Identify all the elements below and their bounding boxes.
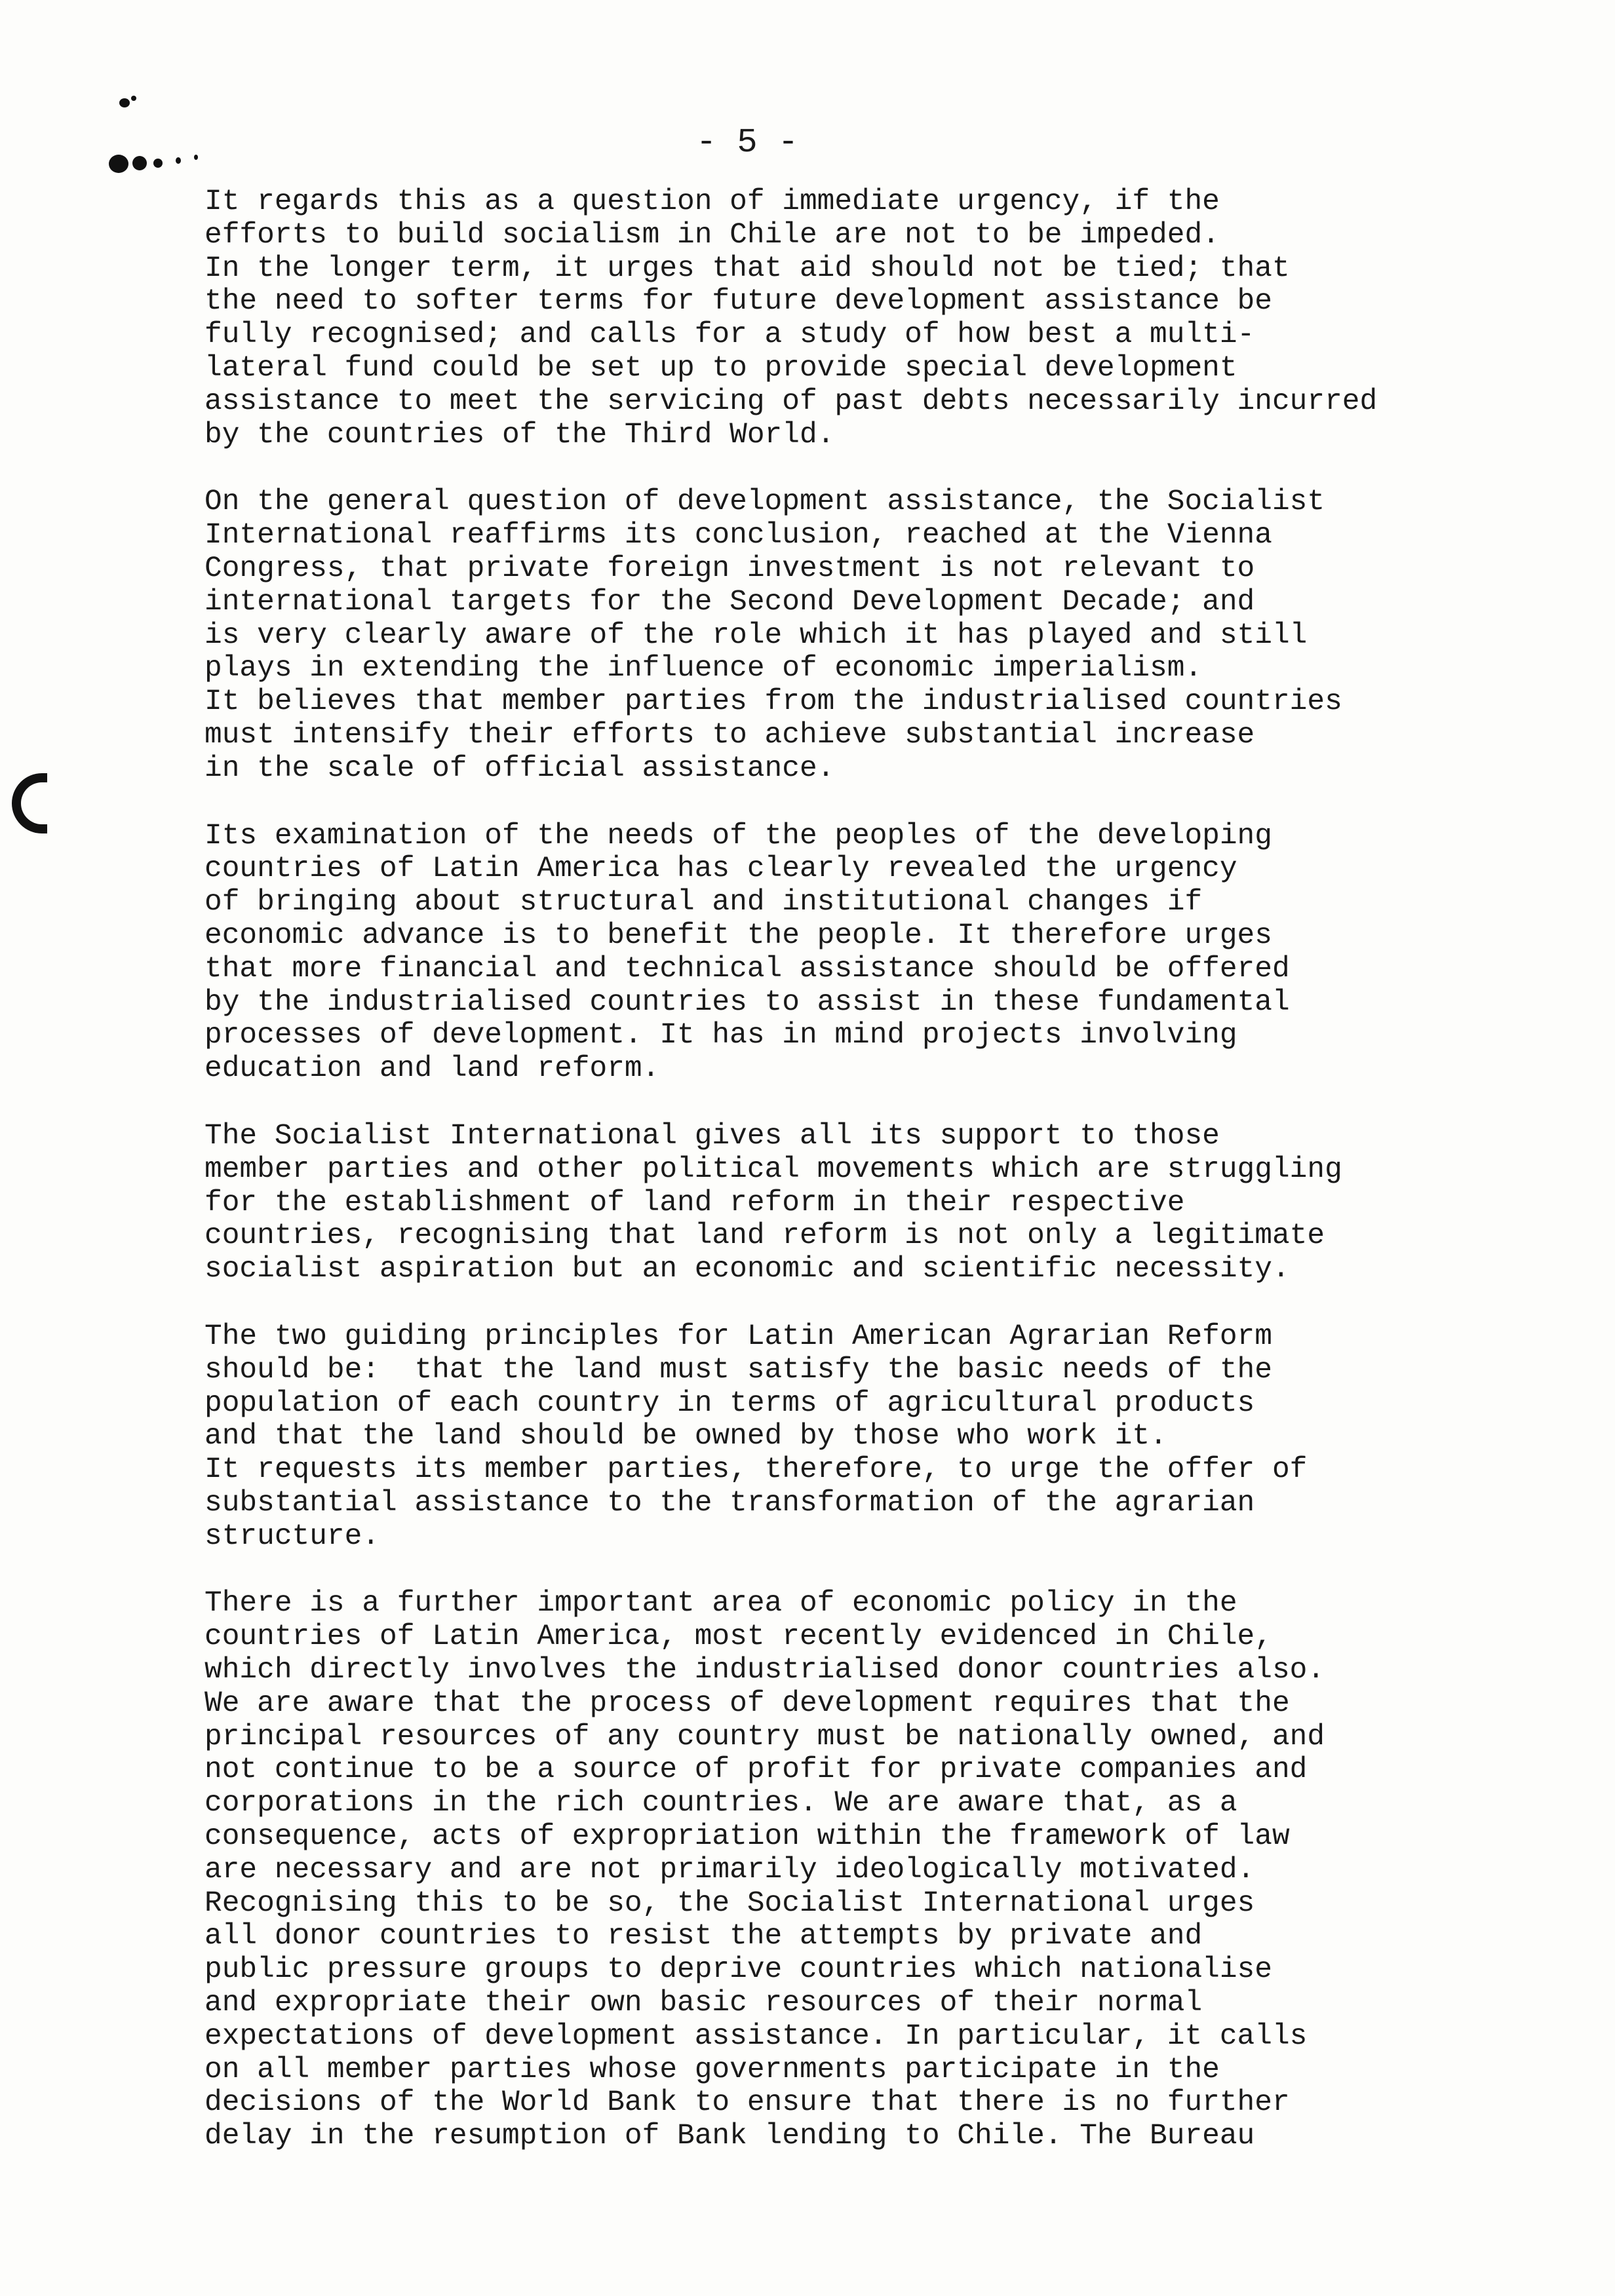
text-line: It believes that member parties from the industrialised countries: [204, 685, 1342, 719]
text-line: It regards this as a question of immediate urgency, if the: [204, 185, 1220, 218]
text-line: are necessary and are not primarily ideologically motivated.: [204, 1853, 1255, 1886]
punch-mark: [194, 155, 198, 160]
text-line: delay in the resumption of Bank lending to Chile. The Bureau: [204, 2120, 1255, 2153]
text-line: countries of Latin America has clearly revealed the urgency: [204, 852, 1237, 886]
text-line: It requests its member parties, therefore, to urge the offer of: [204, 1453, 1308, 1487]
text-line: processes of development. It has in mind projects involving: [204, 1019, 1237, 1052]
text-line: On the general question of development assistance, the Socialist: [204, 486, 1325, 519]
text-line: the need to softer terms for future development assistance be: [204, 285, 1272, 318]
text-line: assistance to meet the servicing of past debts necessarily incurred: [204, 385, 1378, 418]
text-line: not continue to be a source of profit for private companies and: [204, 1753, 1308, 1787]
binding-mark: [12, 773, 47, 833]
text-line: by the industrialised countries to assist in these fundamental: [204, 985, 1290, 1019]
text-line: and that the land should be owned by those who work it.: [204, 1420, 1167, 1453]
paragraph-5: [204, 1320, 1555, 1554]
text-line: There is a further important area of economic policy in the: [204, 1587, 1237, 1620]
text-line: lateral fund could be set up to provide special development: [204, 351, 1237, 385]
text-line: Recognising this to be so, the Socialist International urges: [204, 1886, 1255, 1920]
text-line: countries of Latin America, most recently evidenced in Chile,: [204, 1620, 1272, 1654]
text-line: is very clearly aware of the role which it has played and still: [204, 619, 1308, 652]
text-line: consequence, acts of expropriation within the framework of law: [204, 1820, 1290, 1854]
text-line: International reaffirms its conclusion, reached at the Vienna: [204, 519, 1272, 552]
text-line: efforts to build socialism in Chile are not to be impeded.: [204, 218, 1220, 252]
text-line: Congress, that private foreign investment is not relevant to: [204, 552, 1255, 585]
punch-mark: [132, 156, 147, 170]
text-line: that more financial and technical assistance should be offered: [204, 952, 1290, 985]
paragraph-6: [204, 1587, 1555, 2153]
text-line: corporations in the rich countries. We are aware that, as a: [204, 1787, 1237, 1820]
text-line: education and land reform.: [204, 1052, 660, 1086]
text-line: which directly involves the industrialised donor countries also.: [204, 1654, 1325, 1687]
page-number: - 5 -: [696, 123, 799, 162]
text-line: socialist aspiration but an economic and scientific necessity.: [204, 1253, 1290, 1286]
text-line: The two guiding principles for Latin American Agrarian Reform: [204, 1320, 1272, 1353]
punch-mark: [109, 155, 128, 173]
text-line: The Socialist International gives all its support to those: [204, 1119, 1220, 1153]
text-line: principal resources of any country must be nationally owned, and: [204, 1720, 1325, 1753]
paragraph-3: [204, 820, 1555, 1086]
text-line: member parties and other political movements which are struggling: [204, 1153, 1342, 1186]
text-line: for the establishment of land reform in their respective: [204, 1186, 1185, 1219]
text-line: Its examination of the needs of the peoples of the developing: [204, 819, 1272, 852]
text-line: population of each country in terms of agricultural products: [204, 1387, 1255, 1420]
text-line: countries, recognising that land reform is not only a legitimate: [204, 1219, 1325, 1253]
text-line: of bringing about structural and institutional changes if: [204, 886, 1203, 919]
text-line: all donor countries to resist the attempts by private and: [204, 1920, 1203, 1953]
text-line: fully recognised; and calls for a study of how best a multi-: [204, 318, 1255, 352]
text-line: We are aware that the process of development requires that the: [204, 1687, 1290, 1720]
text-line: on all member parties whose governments participate in the: [204, 2053, 1220, 2086]
text-line: plays in extending the influence of economic imperialism.: [204, 652, 1203, 685]
punch-mark: [176, 157, 181, 164]
text-line: must intensify their efforts to achieve substantial increase: [204, 718, 1255, 752]
punch-mark: [153, 159, 163, 168]
text-line: substantial assistance to the transformation of the agrarian: [204, 1486, 1255, 1520]
text-line: should be: that the land must satisfy the basic needs of the: [204, 1353, 1272, 1387]
text-line: in the scale of official assistance.: [204, 752, 835, 785]
text-line: international targets for the Second Development Decade; and: [204, 585, 1255, 619]
punch-mark: [119, 98, 130, 107]
paragraph-1: [204, 185, 1555, 451]
text-line: structure.: [204, 1520, 380, 1553]
body-text: [204, 185, 1555, 2187]
text-line: public pressure groups to deprive countries which nationalise: [204, 1953, 1272, 1987]
text-line: expectations of development assistance. In particular, it calls: [204, 2019, 1308, 2053]
text-line: by the countries of the Third World.: [204, 418, 835, 451]
punch-mark: [131, 96, 136, 101]
text-line: decisions of the World Bank to ensure that there is no further: [204, 2086, 1290, 2120]
text-line: economic advance is to benefit the people. It therefore urges: [204, 919, 1272, 952]
paragraph-2: [204, 486, 1555, 785]
text-line: and expropriate their own basic resources of their normal: [204, 1987, 1203, 2020]
paragraph-4: [204, 1120, 1555, 1286]
text-line: In the longer term, it urges that aid should not be tied; that: [204, 252, 1290, 285]
